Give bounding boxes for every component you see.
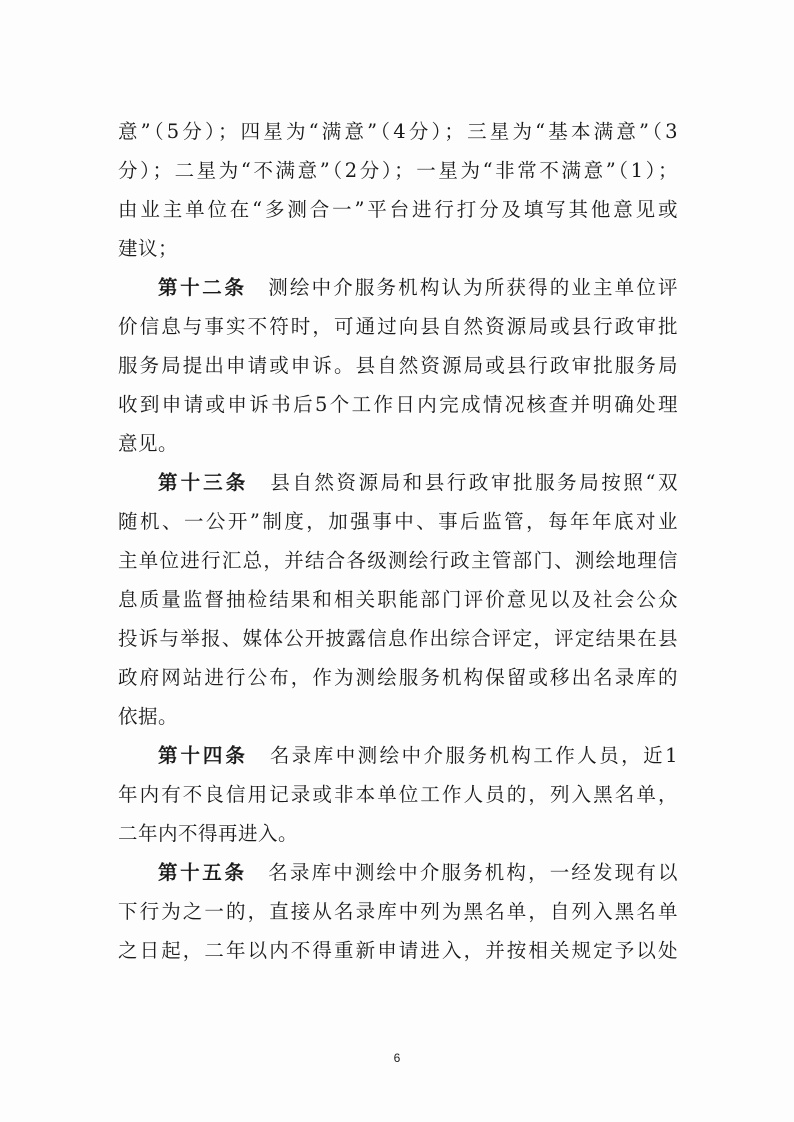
document-body (118, 112, 678, 970)
article-15-heading: 第十五条 (158, 861, 247, 884)
text-line: 意见。 (118, 432, 179, 455)
text-line: 依据。 (118, 705, 179, 728)
text-line: 意”（5分）；四星为“满意”（4分）；三星为“基本满意”（3 (118, 120, 678, 143)
article-15-first-line (118, 853, 678, 892)
text-line: 服务局提出申请或申诉。县自然资源局或县行政审批服务局 (118, 354, 678, 377)
text-line: 价信息与事实不符时，可通过向县自然资源局或县行政审批 (118, 315, 678, 338)
text-line: 下行为之一的，直接从名录库中列为黑名单，自列入黑名单 (118, 900, 678, 923)
text-line: 分）；二星为“不满意”（2分）；一星为“非常不满意”（1）； (118, 159, 678, 182)
article-13-text: 县自然资源局和县行政审批服务局按照“双 (270, 471, 678, 494)
article-15-text: 名录库中测绘中介服务机构，一经发现有以 (268, 861, 678, 884)
text-line: 由业主单位在“多测合一”平台进行打分及填写其他意见或 (118, 198, 678, 221)
text-line: 年内有不良信用记录或非本单位工作人员的，列入黑名单， (118, 783, 678, 806)
page-number: 6 (393, 1051, 401, 1065)
text-line: 投诉与举报、媒体公开披露信息作出综合评定，评定结果在县 (118, 627, 678, 650)
article-14-heading: 第十四条 (158, 744, 248, 767)
text-line: 息质量监督抽检结果和相关职能部门评价意见以及社会公众 (118, 588, 678, 611)
article-12-heading: 第十二条 (158, 276, 247, 299)
text-line: 主单位进行汇总，并结合各级测绘行政主管部门、测绘地理信 (118, 549, 678, 572)
text-line: 收到申请或申诉书后5个工作日内完成情况核查并明确处理 (118, 393, 678, 416)
article-12-text: 测绘中介服务机构认为所获得的业主单位评 (268, 276, 678, 299)
text-line: 建议； (118, 237, 179, 260)
article-12-first-line (118, 268, 678, 307)
text-line: 二年内不得再进入。 (118, 822, 299, 845)
article-13-first-line (118, 463, 678, 502)
text-line: 之日起，二年以内不得重新申请进入，并按相关规定予以处 (118, 939, 678, 962)
article-13-heading: 第十三条 (158, 471, 249, 494)
article-14-first-line (118, 736, 678, 775)
text-line: 随机、一公开”制度，加强事中、事后监管，每年年底对业 (118, 510, 678, 533)
text-line: 政府网站进行公布，作为测绘服务机构保留或移出名录库的 (118, 666, 678, 689)
article-14-text: 名录库中测绘中介服务机构工作人员，近1 (269, 744, 678, 767)
